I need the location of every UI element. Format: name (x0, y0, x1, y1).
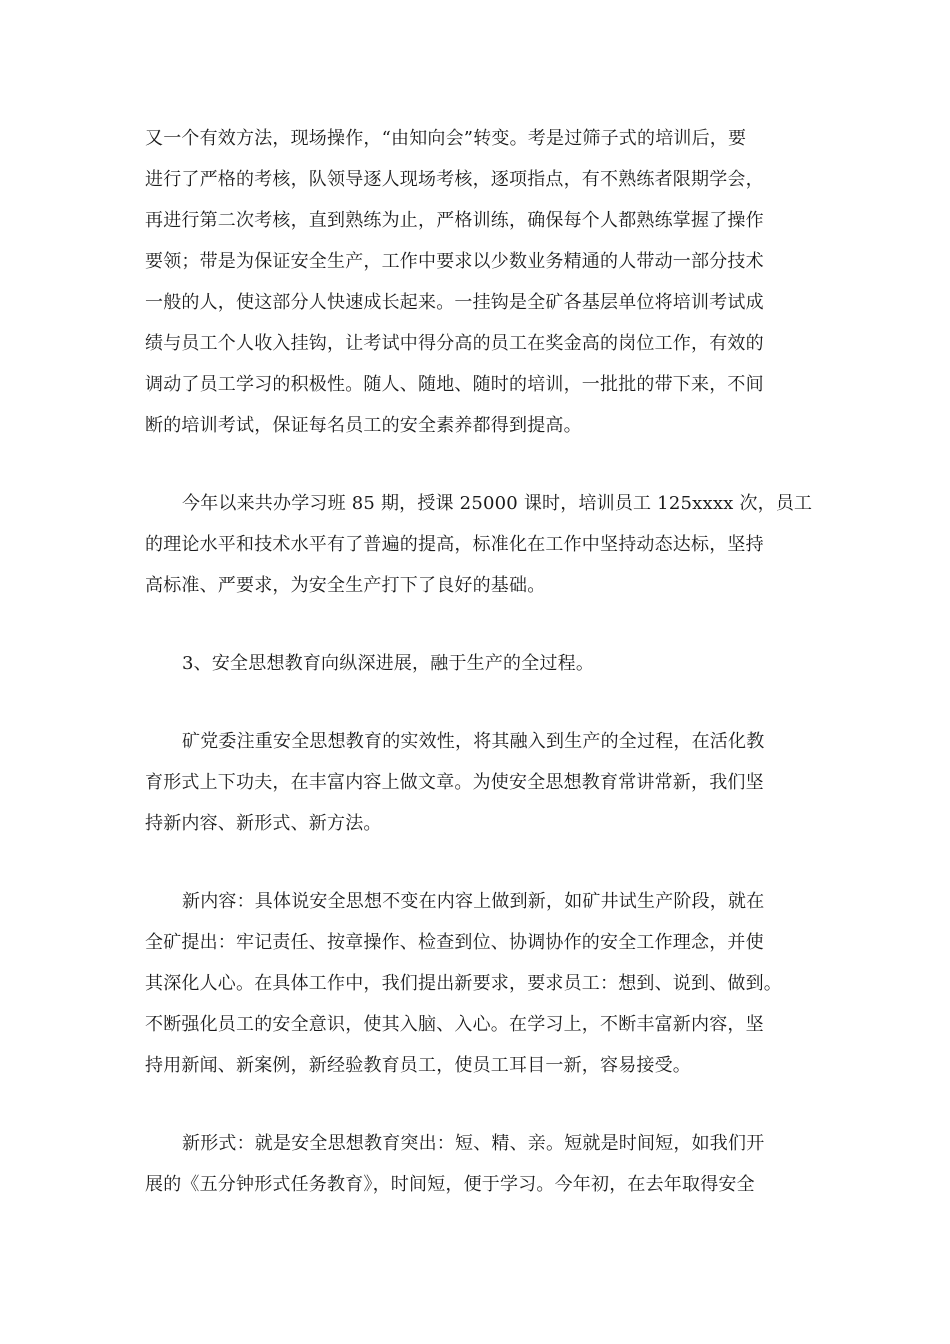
text-line: 又一个有效方法，现场操作，“由知向会”转变。考是过筛子式的培训后，要 (145, 128, 747, 149)
text-line: 矿党委注重安全思想教育的实效性，将其融入到生产的全过程，在活化教 (182, 731, 765, 752)
paragraph-training-methods (145, 118, 810, 446)
text-line: 断的培训考试，保证每名员工的安全素养都得到提高。 (145, 415, 582, 436)
text-line: 进行了严格的考核，队领导逐人现场考核，逐项指点，有不熟练者限期学会， (145, 169, 764, 190)
document-body (145, 118, 813, 1242)
text-line: 新内容：具体说安全思想不变在内容上做到新，如矿井试生产阶段，就在 (182, 891, 765, 912)
text-line: 持新内容、新形式、新方法。 (145, 813, 382, 834)
text-line: 展的《五分钟形式任务教育》，时间短，便于学习。今年初，在去年取得安全 (145, 1174, 755, 1195)
text-line: 今年以来共办学习班 85 期，授课 25000 课时，培训员工 125xxxx 次，员工 (182, 493, 813, 514)
paragraph-party-committee (145, 721, 810, 844)
paragraph-new-content (145, 881, 810, 1086)
text-line: 其深化人心。在具体工作中，我们提出新要求，要求员工：想到、说到、做到。 (145, 973, 782, 994)
text-line: 育形式上下功夫，在丰富内容上做文章。为使安全思想教育常讲常新，我们坚 (145, 772, 764, 793)
text-line: 3、安全思想教育向纵深进展，融于生产的全过程。 (182, 653, 595, 674)
text-line: 一般的人，使这部分人快速成长起来。一挂钩是全矿各基层单位将培训考试成 (145, 292, 764, 313)
paragraph-training-stats (145, 483, 813, 606)
paragraph-new-form (145, 1123, 810, 1205)
text-line: 持用新闻、新案例，新经验教育员工，使员工耳目一新，容易接受。 (145, 1055, 691, 1076)
text-line: 新形式：就是安全思想教育突出：短、精、亲。短就是时间短，如我们开 (182, 1133, 765, 1154)
text-line: 再进行第二次考核，直到熟练为止，严格训练，确保每个人都熟练掌握了操作 (145, 210, 764, 231)
text-line: 要领；带是为保证安全生产，工作中要求以少数业务精通的人带动一部分技术 (145, 251, 764, 272)
text-line: 全矿提出：牢记责任、按章操作、检查到位、协调协作的安全工作理念，并使 (145, 932, 764, 953)
text-line: 绩与员工个人收入挂钩，让考试中得分高的员工在奖金高的岗位工作，有效的 (145, 333, 764, 354)
section-heading-3 (145, 643, 810, 684)
text-line: 调动了员工学习的积极性。随人、随地、随时的培训，一批批的带下来，不间 (145, 374, 764, 395)
text-line: 不断强化员工的安全意识，使其入脑、入心。在学习上，不断丰富新内容，坚 (145, 1014, 764, 1035)
text-line: 高标准、严要求，为安全生产打下了良好的基础。 (145, 575, 546, 596)
text-line: 的理论水平和技术水平有了普遍的提高，标准化在工作中坚持动态达标，坚持 (145, 534, 764, 555)
